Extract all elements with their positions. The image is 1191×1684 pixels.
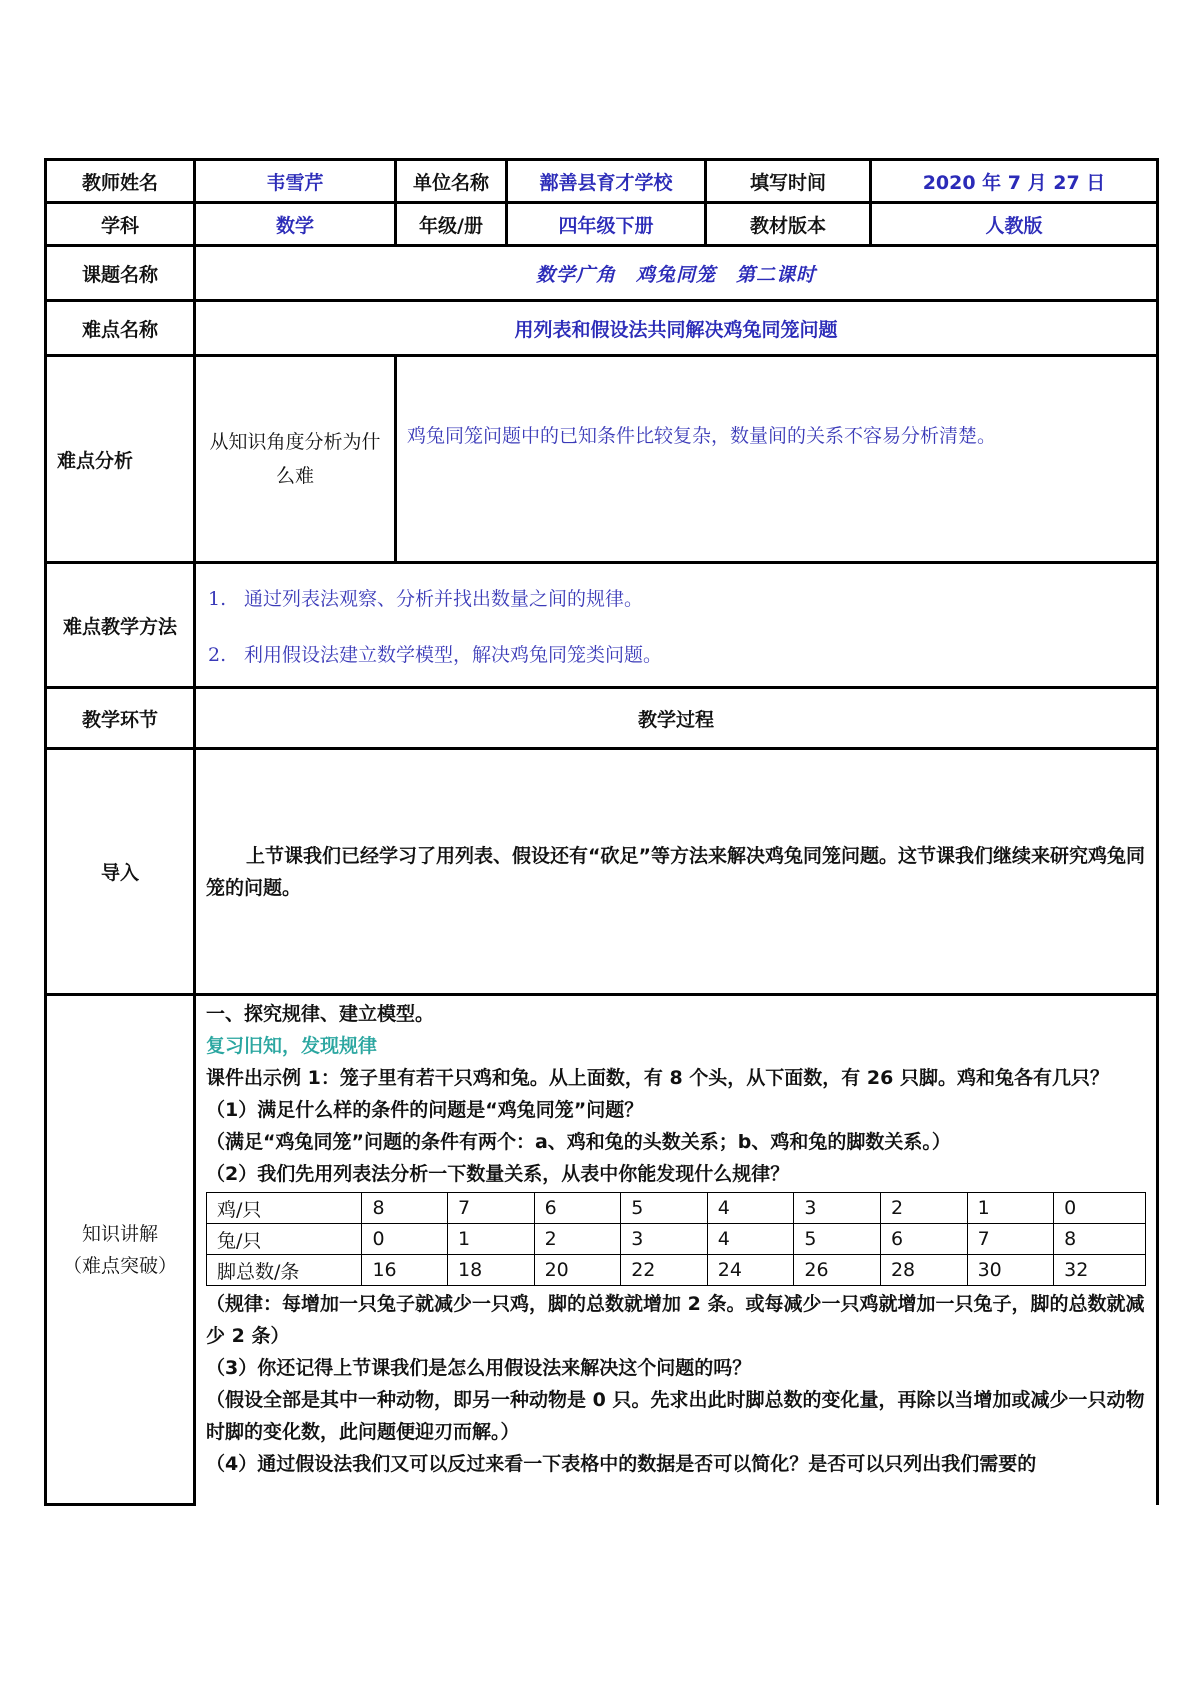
analysis-sublabel	[195, 356, 396, 563]
row-label: 鸡/只	[207, 1193, 362, 1224]
knowledge-label-line1: 知识讲解	[81, 1222, 158, 1245]
grade-value: 四年级下册	[507, 203, 706, 246]
table-cell: 7	[448, 1193, 535, 1224]
time-label: 填写时间	[706, 160, 871, 203]
topic-label: 课题名称	[46, 246, 195, 301]
table-cell: 2	[880, 1193, 967, 1224]
table-cell: 22	[621, 1255, 708, 1286]
intro-label: 导入	[46, 749, 195, 995]
table-cell: 0	[1054, 1193, 1146, 1224]
table-cell: 8	[362, 1193, 448, 1224]
intro-text: 上节课我们已经学习了用列表、假设还有“砍足”等方法来解决鸡兔同笼问题。这节课我们继续来研究鸡兔同笼的问题。	[206, 844, 1145, 899]
lesson-plan-sheet	[44, 158, 1156, 1506]
knowledge-content	[195, 995, 1158, 1505]
method-item: 1. 通过列表法观察、分析并找出数量之间的规律。	[208, 588, 644, 610]
difficulty-label: 难点名称	[46, 301, 195, 356]
method-label: 难点教学方法	[46, 563, 195, 688]
subject-label: 学科	[46, 203, 195, 246]
table-cell: 4	[707, 1224, 794, 1255]
table-cell: 20	[534, 1255, 621, 1286]
knowledge-label	[46, 995, 195, 1505]
knowledge-question-3: （3）你还记得上节课我们是怎么用假设法来解决这个问题的吗？	[206, 1357, 752, 1379]
table-cell: 30	[967, 1255, 1054, 1286]
unit-value: 鄯善县育才学校	[507, 160, 706, 203]
edition-label: 教材版本	[706, 203, 871, 246]
process-value: 教学过程	[195, 688, 1158, 749]
knowledge-answer-3: （假设全部是其中一种动物，即另一种动物是 0 只。先求出此时脚总数的变化量，再除以当增加或减少一只动物时脚的变化数，此问题便迎刃而解。）	[206, 1389, 1145, 1443]
table-cell: 1	[967, 1193, 1054, 1224]
table-cell: 24	[707, 1255, 794, 1286]
table-cell: 16	[362, 1255, 448, 1286]
table-cell: 4	[707, 1193, 794, 1224]
method-item: 2. 利用假设法建立数学模型，解决鸡兔同笼类问题。	[208, 644, 663, 666]
table-cell: 5	[621, 1193, 708, 1224]
difficulty-value: 用列表和假设法共同解决鸡兔同笼问题	[195, 301, 1158, 356]
knowledge-question-4: （4）通过假设法我们又可以反过来看一下表格中的数据是否可以简化？是否可以只列出我们需要的	[206, 1453, 1037, 1475]
unit-label: 单位名称	[396, 160, 507, 203]
table-cell: 3	[794, 1193, 881, 1224]
row-label: 兔/只	[207, 1224, 362, 1255]
method-content	[195, 563, 1158, 688]
table-cell: 32	[1054, 1255, 1146, 1286]
table-row	[207, 1224, 1146, 1255]
analysis-sublabel-text: 从知识角度分析为什么难	[209, 431, 381, 487]
knowledge-answer-1: （满足“鸡兔同笼”问题的条件有两个：a、鸡和兔的头数关系；b、鸡和兔的脚数关系。）	[206, 1131, 951, 1153]
grade-label: 年级/册	[396, 203, 507, 246]
process-label: 教学环节	[46, 688, 195, 749]
knowledge-label-line2: （难点突破）	[62, 1254, 177, 1277]
knowledge-example: 课件出示例 1：笼子里有若干只鸡和兔。从上面数，有 8 个头，从下面数，有 26 只脚。鸡和兔各有几只？	[206, 1067, 1109, 1089]
time-value: 2020 年 7 月 27 日	[871, 160, 1158, 203]
table-cell: 5	[794, 1224, 881, 1255]
data-table-wrapper	[196, 1192, 1156, 1286]
intro-content	[195, 749, 1158, 995]
table-row	[207, 1255, 1146, 1286]
teacher-label: 教师姓名	[46, 160, 195, 203]
table-cell: 0	[362, 1224, 448, 1255]
table-cell: 6	[534, 1193, 621, 1224]
analysis-content: 鸡兔同笼问题中的已知条件比较复杂，数量间的关系不容易分析清楚。	[396, 356, 1158, 563]
topic-value: 数学广角 鸡兔同笼 第二课时	[195, 246, 1158, 301]
row-label: 脚总数/条	[207, 1255, 362, 1286]
teacher-value: 韦雪芹	[195, 160, 396, 203]
knowledge-heading: 一、探究规律、建立模型。	[206, 1003, 435, 1025]
analysis-label: 难点分析	[46, 356, 195, 563]
table-cell: 8	[1054, 1224, 1146, 1255]
edition-value: 人教版	[871, 203, 1158, 246]
table-cell: 3	[621, 1224, 708, 1255]
knowledge-rule: （规律：每增加一只兔子就减少一只鸡，脚的总数就增加 2 条。或每减少一只鸡就增加一只兔子，脚的总数就减少 2 条）	[206, 1293, 1145, 1347]
table-cell: 2	[534, 1224, 621, 1255]
table-cell: 18	[448, 1255, 535, 1286]
table-cell: 1	[448, 1224, 535, 1255]
table-cell: 7	[967, 1224, 1054, 1255]
chicken-rabbit-table	[206, 1192, 1146, 1286]
lesson-plan-table	[44, 158, 1159, 1506]
table-cell: 26	[794, 1255, 881, 1286]
table-cell: 28	[880, 1255, 967, 1286]
knowledge-subheading: 复习旧知，发现规律	[206, 1035, 378, 1057]
table-cell: 6	[880, 1224, 967, 1255]
table-row	[207, 1193, 1146, 1224]
subject-value: 数学	[195, 203, 396, 246]
knowledge-question-2: （2）我们先用列表法分析一下数量关系，从表中你能发现什么规律？	[206, 1163, 790, 1185]
knowledge-question-1: （1）满足什么样的条件的问题是“鸡兔同笼”问题？	[206, 1099, 644, 1121]
